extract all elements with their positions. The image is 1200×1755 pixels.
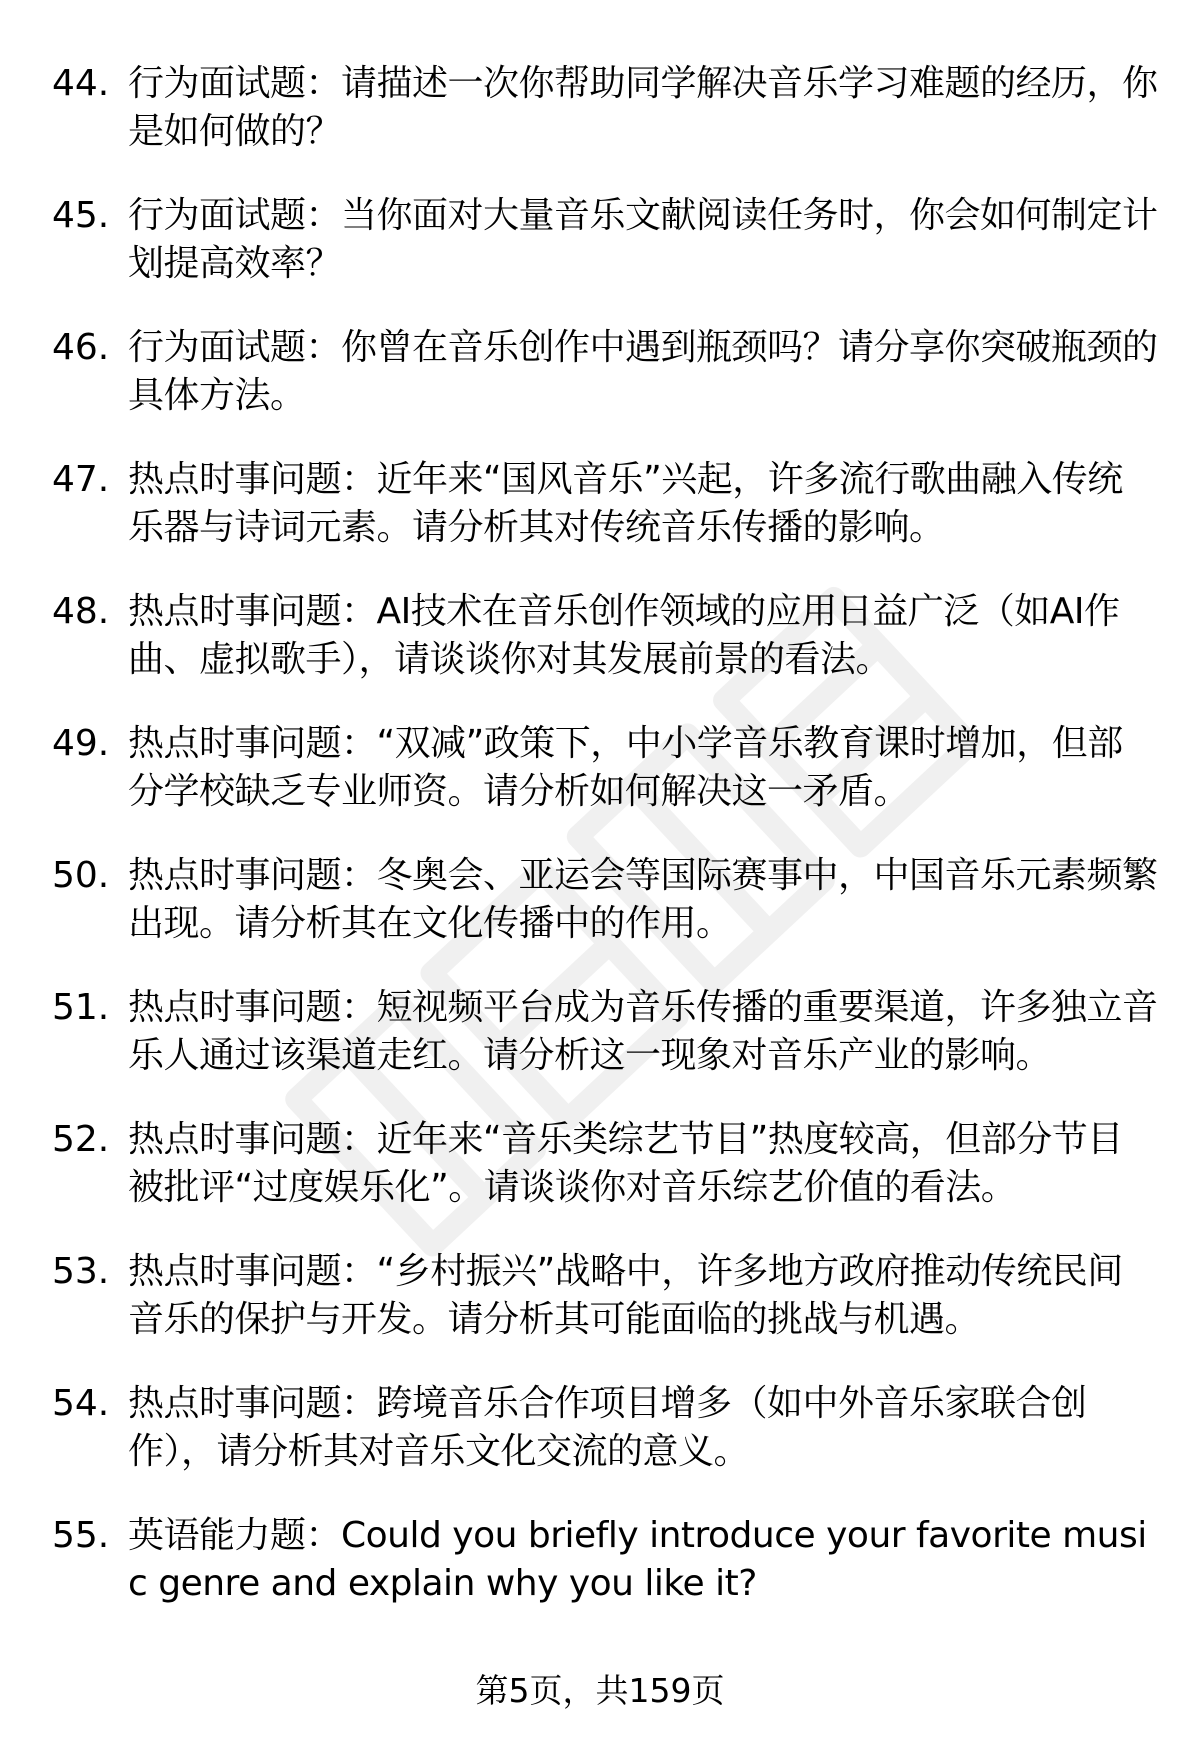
question-number: 54. xyxy=(52,1383,110,1424)
question-text: 行为面试题：你曾在音乐创作中遇到瓶颈吗？请分享你突破瓶颈的具体方法。 xyxy=(128,327,1158,416)
question-number: 55. xyxy=(52,1515,110,1556)
question-number: 46. xyxy=(52,327,110,368)
question-number: 50. xyxy=(52,855,110,896)
question-item xyxy=(52,324,1162,456)
question-item xyxy=(52,456,1162,588)
question-number: 51. xyxy=(52,987,110,1028)
question-item xyxy=(52,852,1162,984)
question-item xyxy=(52,60,1162,192)
question-item xyxy=(52,720,1162,852)
question-text: 英语能力题：Could you briefly introduce your favorite music genre and explain why you like it? xyxy=(128,1515,1147,1604)
question-text: 行为面试题：当你面对大量音乐文献阅读任务时，你会如何制定计划提高效率？ xyxy=(128,195,1158,284)
question-text: 热点时事问题：短视频平台成为音乐传播的重要渠道，许多独立音乐人通过该渠道走红。请分析这一现象对音乐产业的影响。 xyxy=(128,987,1158,1076)
question-text: 热点时事问题：AI技术在音乐创作领域的应用日益广泛（如AI作曲、虚拟歌手），请谈谈你对其发展前景的看法。 xyxy=(128,591,1120,680)
question-list xyxy=(52,60,1162,1644)
question-text: 热点时事问题：跨境音乐合作项目增多（如中外音乐家联合创作），请分析其对音乐文化交流的意义。 xyxy=(128,1383,1087,1472)
question-number: 45. xyxy=(52,195,110,236)
question-item xyxy=(52,1512,1162,1644)
question-item xyxy=(52,588,1162,720)
question-text: 热点时事问题：冬奥会、亚运会等国际赛事中，中国音乐元素频繁出现。请分析其在文化传播中的作用。 xyxy=(128,855,1158,944)
question-item xyxy=(52,1248,1162,1380)
question-text: 热点时事问题：近年来“音乐类综艺节目”热度较高，但部分节目被批评“过度娱乐化”。请谈谈你对音乐综艺价值的看法。 xyxy=(128,1119,1123,1208)
question-number: 53. xyxy=(52,1251,110,1292)
question-text: 热点时事问题：“双减”政策下，中小学音乐教育课时增加，但部分学校缺乏专业师资。请分析如何解决这一矛盾。 xyxy=(128,723,1123,812)
question-text: 热点时事问题：“乡村振兴”战略中，许多地方政府推动传统民间音乐的保护与开发。请分析其可能面临的挑战与机遇。 xyxy=(128,1251,1123,1340)
question-number: 48. xyxy=(52,591,110,632)
question-number: 52. xyxy=(52,1119,110,1160)
question-number: 47. xyxy=(52,459,110,500)
question-text: 行为面试题：请描述一次你帮助同学解决音乐学习难题的经历，你是如何做的？ xyxy=(128,63,1158,152)
question-item xyxy=(52,1116,1162,1248)
question-item xyxy=(52,192,1162,324)
question-text: 热点时事问题：近年来“国风音乐”兴起，许多流行歌曲融入传统乐器与诗词元素。请分析其对传统音乐传播的影响。 xyxy=(128,459,1123,548)
question-item xyxy=(52,1380,1162,1512)
question-number: 44. xyxy=(52,63,110,104)
question-number: 49. xyxy=(52,723,110,764)
page-number: 第5页，共159页 xyxy=(475,1671,725,1710)
question-item xyxy=(52,984,1162,1116)
